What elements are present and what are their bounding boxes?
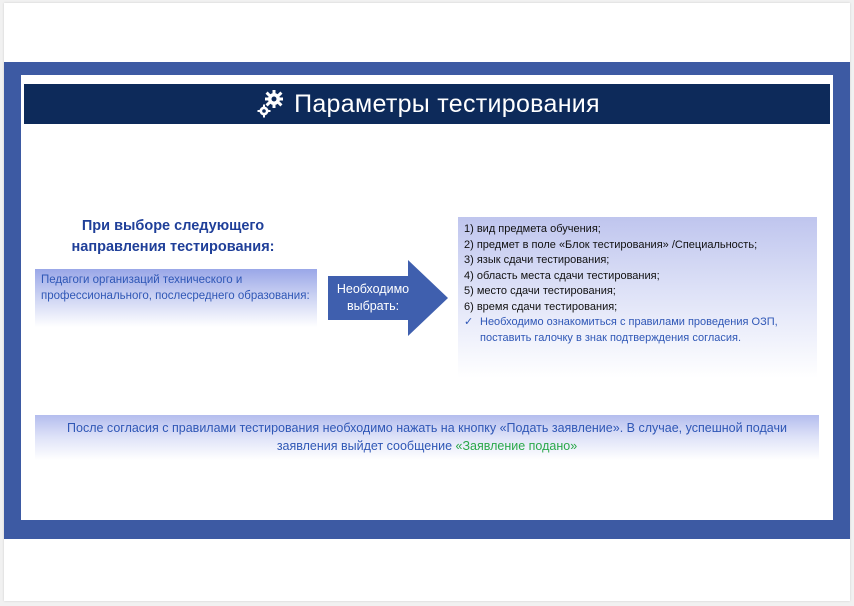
title-bar	[24, 84, 830, 124]
checkmark-icon: ✓	[464, 316, 474, 328]
list-item: 3) язык сдачи тестирования;	[464, 254, 610, 266]
arrow-label: Необходимо выбрать:	[336, 282, 410, 313]
submitted-message: «Заявление подано»	[455, 439, 578, 453]
list-item: 1) вид предмета обучения;	[464, 223, 601, 235]
left-heading: При выборе следующего направления тестирования:	[71, 218, 275, 255]
bottom-note	[35, 415, 819, 460]
parameters-list	[458, 217, 817, 378]
slide-content	[21, 75, 833, 520]
list-item: 5) место сдачи тестирования;	[464, 285, 616, 297]
slide-title: Параметры тестирования	[294, 89, 600, 118]
bottom-note-text: После согласия с правилами тестирования необходимо нажать на кнопку «Подать заявление». В случае, успешной подачи заявления выйдет сообщение	[67, 421, 787, 453]
list-item: 6) время сдачи тестирования;	[464, 300, 618, 313]
list-item: 4) область места сдачи тестирования;	[464, 269, 660, 282]
agreement-note	[464, 315, 811, 346]
gears-icon	[254, 87, 288, 121]
list-item: 2) предмет в поле «Блок тестирования» /Специальность;	[464, 238, 758, 251]
agreement-text: Необходимо ознакомиться с правилами проведения ОЗП, поставить галочку в знак подтверждения согласия.	[480, 316, 778, 344]
left-info-box: Педагоги организаций технического и профессионального, послесреднего образования:	[35, 269, 317, 327]
slide-frame	[4, 62, 850, 539]
